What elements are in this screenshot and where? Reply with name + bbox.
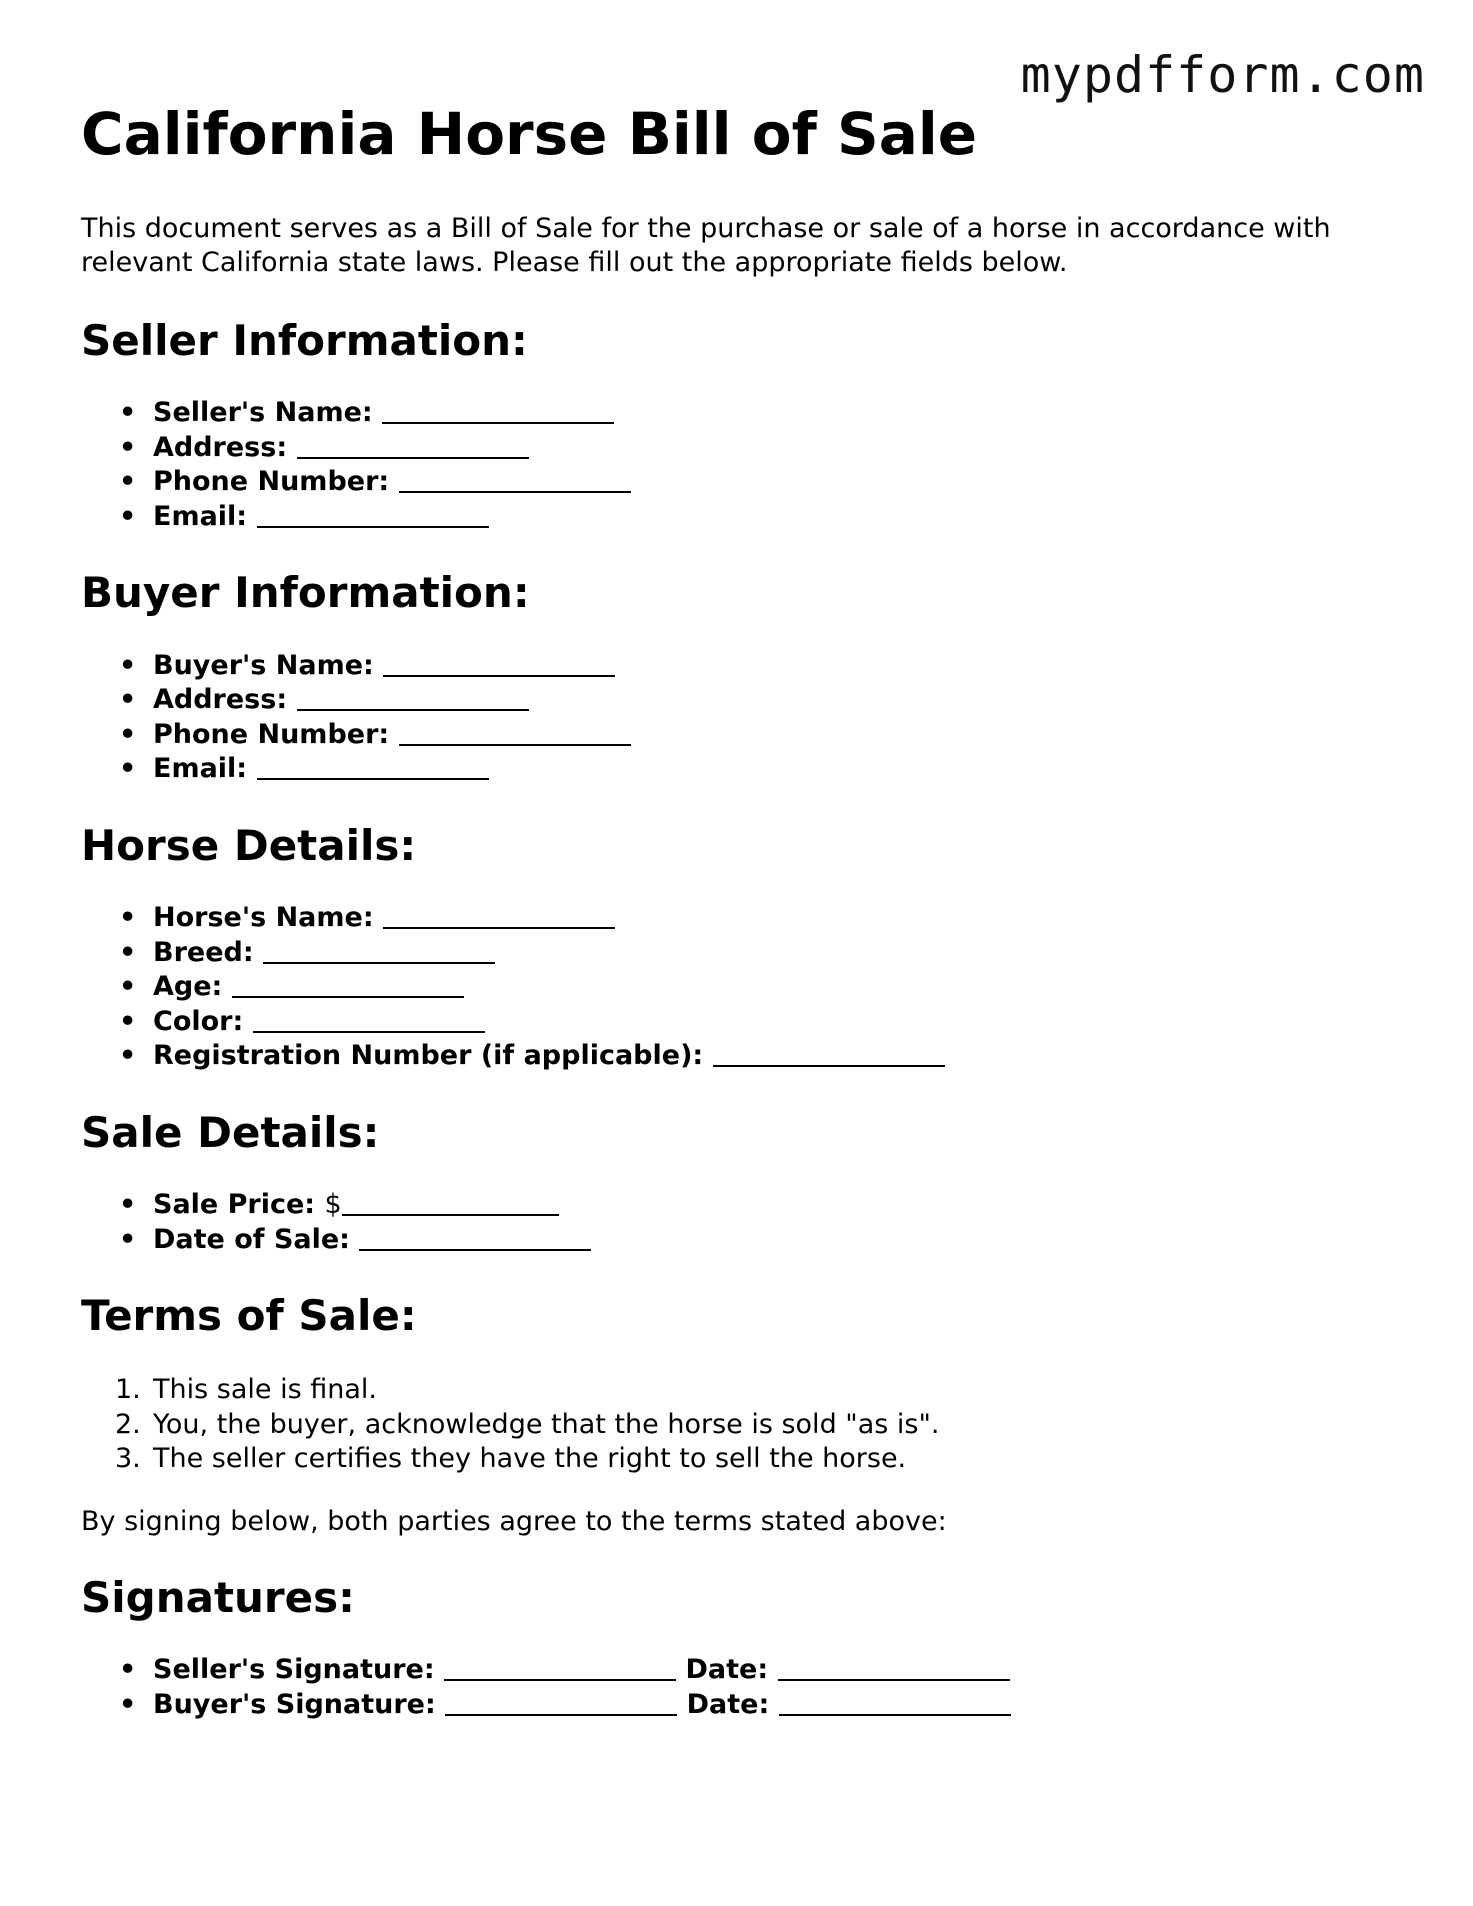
buyer-email-item (153, 752, 1401, 787)
signatures-heading: Signatures: (81, 1572, 355, 1622)
field-label: Address: (153, 684, 288, 716)
seller-heading: Seller Information: (81, 316, 528, 365)
field-label: Buyer's Signature: (153, 1688, 436, 1720)
terms-list (81, 1373, 1401, 1477)
horse-heading: Horse Details: (81, 820, 417, 870)
sale-price-item (153, 1188, 1401, 1223)
buyer-name-blank[interactable] (383, 649, 615, 677)
horse-field-list (81, 901, 1401, 1074)
horse-color-item (153, 1005, 1401, 1040)
buyer-signature-item (153, 1688, 1401, 1723)
term-text: This sale is final. (153, 1374, 377, 1406)
agreement-statement: By signing below, both parties agree to the terms stated above: (81, 1505, 947, 1537)
field-label: Phone Number: (153, 718, 390, 750)
field-label: Date: (686, 1688, 770, 1720)
term-text: The seller certifies they have the right to sell the horse. (153, 1443, 907, 1475)
horse-age-item (153, 970, 1401, 1005)
horse-section (81, 821, 1401, 1074)
field-label: Registration Number (if applicable): (153, 1040, 704, 1072)
horse-breed-blank[interactable] (263, 936, 495, 964)
seller-signature-item (153, 1653, 1401, 1688)
buyer-name-item (153, 649, 1401, 684)
horse-age-blank[interactable] (232, 970, 464, 998)
buyer-section (81, 568, 1401, 786)
page-title: California Horse Bill of Sale (81, 100, 978, 168)
seller-section (81, 316, 1401, 534)
terms-heading: Terms of Sale: (81, 1291, 417, 1341)
term-number: 1. (115, 1374, 141, 1406)
seller-phone-blank[interactable] (399, 465, 631, 493)
field-label: Buyer's Name: (153, 649, 374, 681)
term-item (115, 1373, 1401, 1408)
sale-date-blank[interactable] (359, 1223, 591, 1251)
intro-paragraph: This document serves as a Bill of Sale for the purchase or sale of a horse in accordance with relevant California state laws. Please fill out the appropriate fields below. (81, 213, 1331, 278)
field-label: Sale Price: (153, 1189, 316, 1221)
field-label: Date: (685, 1654, 769, 1686)
buyer-address-blank[interactable] (297, 683, 529, 711)
seller-email-item (153, 500, 1401, 535)
field-label: Seller's Name: (153, 397, 373, 429)
sale-field-list (81, 1188, 1401, 1257)
buyer-email-blank[interactable] (257, 752, 489, 780)
term-text: You, the buyer, acknowledge that the horse is sold "as is". (153, 1408, 940, 1440)
seller-name-item (153, 396, 1401, 431)
field-label: Color: (153, 1005, 244, 1037)
buyer-phone-item (153, 718, 1401, 753)
buyer-address-item (153, 683, 1401, 718)
field-label: Email: (153, 753, 248, 785)
signatures-section (81, 1573, 1401, 1722)
seller-phone-item (153, 465, 1401, 500)
buyer-signature-blank[interactable] (445, 1688, 677, 1716)
field-label: Seller's Signature: (153, 1654, 435, 1686)
term-item (115, 1442, 1401, 1477)
field-label: Date of Sale: (153, 1223, 350, 1255)
horse-name-blank[interactable] (383, 901, 615, 929)
horse-registration-blank[interactable] (713, 1039, 945, 1067)
terms-section (81, 1291, 1401, 1539)
horse-name-item (153, 901, 1401, 936)
field-label: Phone Number: (153, 466, 390, 498)
buyer-field-list (81, 649, 1401, 787)
seller-signature-date-blank[interactable] (778, 1653, 1010, 1681)
field-label: Age: (153, 971, 223, 1003)
field-label: Address: (153, 431, 288, 463)
seller-address-blank[interactable] (297, 431, 529, 459)
sale-date-item (153, 1223, 1401, 1258)
sale-price-blank[interactable] (342, 1188, 559, 1216)
bill-of-sale-document (81, 100, 1401, 1722)
field-label: Email: (153, 500, 248, 532)
seller-address-item (153, 431, 1401, 466)
seller-name-blank[interactable] (382, 396, 614, 424)
field-label: Breed: (153, 936, 254, 968)
sale-section (81, 1108, 1401, 1257)
buyer-phone-blank[interactable] (399, 718, 631, 746)
field-label: Horse's Name: (153, 902, 374, 934)
term-number: 2. (115, 1408, 141, 1440)
seller-signature-blank[interactable] (444, 1653, 676, 1681)
horse-registration-item (153, 1039, 1401, 1074)
horse-breed-item (153, 936, 1401, 971)
seller-email-blank[interactable] (257, 500, 489, 528)
sale-heading: Sale Details: (81, 1107, 380, 1157)
term-number: 3. (115, 1443, 141, 1475)
buyer-signature-date-blank[interactable] (779, 1688, 1011, 1716)
term-item (115, 1408, 1401, 1443)
buyer-heading: Buyer Information: (81, 568, 530, 618)
signature-field-list (81, 1653, 1401, 1722)
horse-color-blank[interactable] (253, 1005, 485, 1033)
currency-symbol: $ (324, 1189, 342, 1221)
site-watermark: mypdfform.com (1020, 46, 1425, 104)
seller-field-list (81, 396, 1401, 534)
